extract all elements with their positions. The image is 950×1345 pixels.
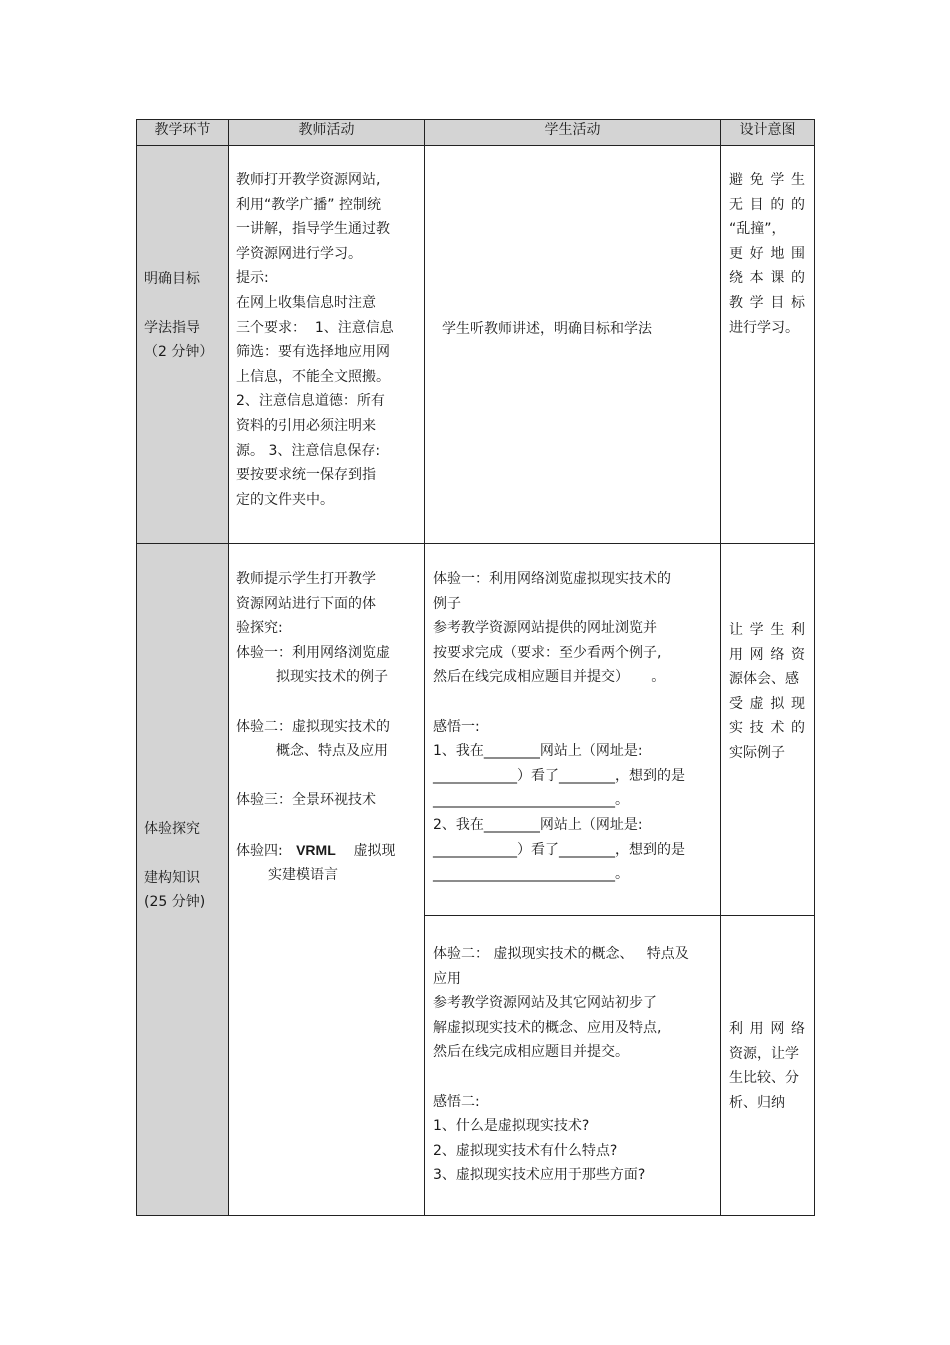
text-line: 源体会、感 bbox=[729, 671, 799, 688]
header-design-intent: 设计意图 bbox=[739, 122, 796, 138]
section-heading: 感悟一: bbox=[433, 718, 480, 735]
text-line: 无目的的 bbox=[729, 196, 805, 213]
text-line: 让学生利 bbox=[729, 622, 805, 638]
text-line: 概念、特点及应用 bbox=[276, 743, 388, 760]
text-line: 学资源网进行学习。 bbox=[236, 245, 362, 262]
stage-line: 明确目标 bbox=[144, 271, 200, 287]
text-line: 避免学生 bbox=[729, 172, 805, 188]
text-line: 然后在线完成相应题目并提交） 。 bbox=[433, 669, 666, 686]
text-line: 然后在线完成相应题目并提交。 bbox=[433, 1044, 629, 1061]
stage-line: 学法指导 bbox=[144, 319, 200, 336]
text-line: 一讲解，指导学生通过教 bbox=[236, 221, 390, 238]
row1-stage bbox=[144, 267, 224, 365]
text-line: 筛选：要有选择地应用网 bbox=[236, 344, 390, 361]
text-line: 应用 bbox=[433, 970, 461, 987]
text-line: “乱撞”， bbox=[729, 221, 786, 238]
fill-in-line: 2、我在________网站上（网址是: bbox=[433, 816, 643, 833]
header-stage: 教学环节 bbox=[154, 122, 211, 138]
text-line: 学生听教师讲述，明确目标和学法 bbox=[442, 321, 652, 337]
text-line: 资源网站进行下面的体 bbox=[236, 595, 376, 612]
row1-student-activity bbox=[442, 317, 712, 342]
text-line bbox=[236, 838, 416, 864]
text-line: 参考教学资源网站及其它网站初步了 bbox=[433, 995, 657, 1012]
header-student-activity: 学生活动 bbox=[544, 122, 601, 138]
section-heading: 感悟二: bbox=[433, 1093, 480, 1110]
stage-line: 体验探究 bbox=[144, 821, 200, 837]
text-line: 受虚拟现 bbox=[729, 695, 805, 712]
exp4-vrml: VRML bbox=[296, 841, 336, 858]
stage-line: 建构知识 bbox=[144, 869, 200, 886]
text-line: 利用网络 bbox=[729, 1021, 805, 1037]
text-line: 例子 bbox=[433, 595, 461, 612]
row2-teacher-activity bbox=[236, 567, 416, 888]
text-line: 参考教学资源网站提供的网址浏览并 bbox=[433, 620, 657, 637]
text-line: 源。 3、注意信息保存: bbox=[236, 442, 381, 459]
text-line: 验探究: bbox=[236, 620, 283, 637]
row2-design-intent-a bbox=[729, 618, 805, 766]
row2-student-activity-b bbox=[433, 942, 711, 1188]
exp4-suffix: 虚拟现 bbox=[353, 842, 396, 859]
text-line: 拟现实技术的例子 bbox=[276, 669, 388, 686]
text-line: 2、注意信息道德：所有 bbox=[236, 393, 385, 410]
text-line: 实际例子 bbox=[729, 744, 785, 761]
row2-stage bbox=[144, 817, 224, 915]
text-line: 体验一：利用网络浏览虚拟现实技术的 bbox=[433, 571, 671, 587]
text-line: 上信息，不能全文照搬。 bbox=[236, 368, 390, 385]
text-line: 体验二：虚拟现实技术的 bbox=[236, 718, 390, 735]
text-line: 三个要求： 1、注意信息 bbox=[236, 319, 394, 336]
text-line: 生比较、分 bbox=[729, 1070, 799, 1087]
text-line: 资料的引用必须注明来 bbox=[236, 417, 376, 434]
text-line: 体验三：全景环视技术 bbox=[236, 792, 376, 809]
row2-design-intent-b bbox=[729, 1017, 805, 1115]
fill-in-line: ____________）看了________，想到的是 bbox=[433, 767, 685, 784]
text-line: 教师打开教学资源网站, bbox=[236, 172, 381, 188]
text-line: 资源，让学 bbox=[729, 1045, 799, 1062]
fill-in-line: 1、我在________网站上（网址是: bbox=[433, 743, 643, 760]
text-line: 按要求完成（要求：至少看两个例子, bbox=[433, 644, 662, 661]
header-teacher-activity: 教师活动 bbox=[298, 122, 355, 138]
exp4-prefix: 体验四: bbox=[236, 842, 283, 859]
text-line: 要按要求统一保存到指 bbox=[236, 467, 376, 484]
text-line: 提示: bbox=[236, 270, 269, 287]
question-item: 1、什么是虚拟现实技术? bbox=[433, 1118, 590, 1135]
text-line: 析、归纳 bbox=[729, 1094, 785, 1111]
row1-design-intent bbox=[729, 168, 805, 340]
text-line: 解虚拟现实技术的概念、应用及特点, bbox=[433, 1019, 662, 1036]
fill-in-line: __________________________。 bbox=[433, 792, 629, 809]
row2-student-activity-a bbox=[433, 567, 711, 887]
stage-time: (25 分钟) bbox=[144, 894, 206, 911]
question-item: 3、虚拟现实技术应用于那些方面? bbox=[433, 1167, 646, 1184]
stage-time: （2 分钟） bbox=[144, 344, 214, 361]
text-line: 教师提示学生打开教学 bbox=[236, 571, 376, 587]
text-line: 用网络资 bbox=[729, 646, 805, 663]
text-line: 定的文件夹中。 bbox=[236, 491, 334, 508]
text-line: 实技术的 bbox=[729, 720, 805, 737]
text-line: 教学目标 bbox=[729, 294, 805, 311]
text-line: 在网上收集信息时注意 bbox=[236, 294, 376, 311]
text-line: 实建模语言 bbox=[268, 867, 338, 884]
text-line: 进行学习。 bbox=[729, 319, 799, 336]
fill-in-line: ____________）看了________，想到的是 bbox=[433, 841, 685, 858]
text-line: 绕本课的 bbox=[729, 270, 805, 287]
question-item: 2、虚拟现实技术有什么特点? bbox=[433, 1142, 618, 1159]
text-line: 更好地围 bbox=[729, 245, 805, 262]
text-line: 体验二： 虚拟现实技术的概念、 特点及 bbox=[433, 946, 689, 962]
text-line: 利用“教学广播” 控制统 bbox=[236, 196, 381, 213]
row1-teacher-activity bbox=[236, 168, 412, 512]
text-line: 体验一：利用网络浏览虚 bbox=[236, 644, 390, 661]
fill-in-line: __________________________。 bbox=[433, 866, 629, 883]
